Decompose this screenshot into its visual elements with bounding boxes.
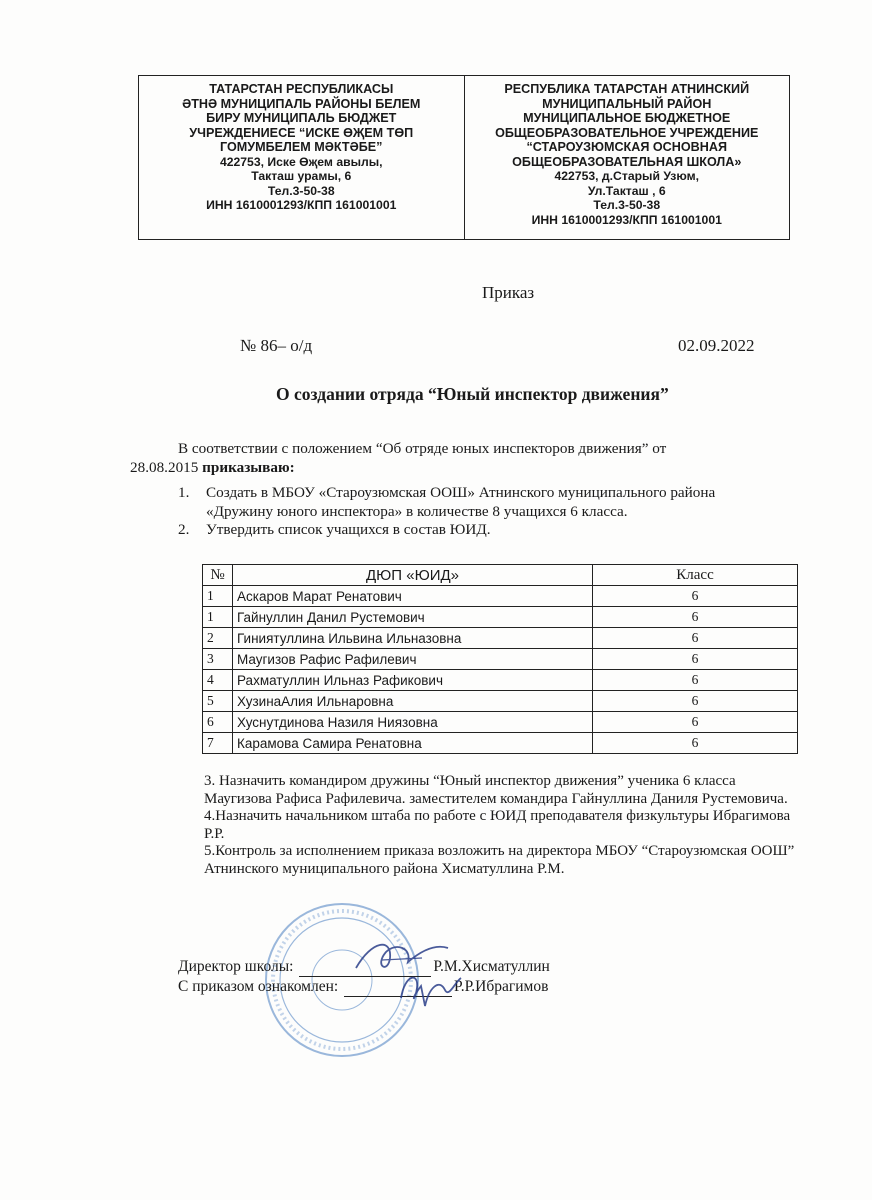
intro-command: приказываю: xyxy=(202,458,295,476)
row-number: 5 xyxy=(203,691,233,712)
document-title: Приказ xyxy=(482,283,535,302)
intro-line xyxy=(130,459,780,478)
letterhead-line: ОБЩЕОБРАЗОВАТЕЛЬНОЕ УЧРЕЖДЕНИЕ xyxy=(495,125,759,140)
letterhead-line: ТАТАРСТАН РЕСПУБЛИКАСЫ xyxy=(209,82,394,96)
table-row xyxy=(203,586,798,607)
row-number: 4 xyxy=(203,670,233,691)
clause-3: 3. Назначить командиром дружины “Юный инспектор движения” ученика 6 класса Маугизова Рафиса Рафилевича. заместителем командира Гайнуллина Даниля Рустемовича. xyxy=(204,773,788,807)
order-clauses xyxy=(204,773,804,878)
student-name: Хуснутдинова Назиля Ниязовна xyxy=(233,712,593,733)
row-number: 1 xyxy=(203,586,233,607)
row-number: 3 xyxy=(203,649,233,670)
intro-line: В соответствии с положением “Об отряде юных инспекторов движения” от xyxy=(178,440,667,457)
letterhead xyxy=(138,75,790,240)
column-header-class: Класс xyxy=(593,565,798,586)
table-row xyxy=(203,607,798,628)
director-name: Р.М.Хисматуллин xyxy=(433,958,550,975)
letterhead-line: “СТАРОУЗЮМСКАЯ ОСНОВНАЯ xyxy=(526,140,728,154)
letterhead-line: ОБЩЕОБРАЗОВАТЕЛЬНАЯ ШКОЛА» xyxy=(512,154,742,169)
student-name: Карамова Самира Ренатовна xyxy=(233,733,593,754)
list-item xyxy=(178,484,718,521)
letterhead-line: Такташ урамы, 6 xyxy=(251,169,352,183)
letterhead-line: Ул.Такташ , 6 xyxy=(587,183,666,198)
students-table xyxy=(202,564,798,754)
student-name: Аскаров Марат Ренатович xyxy=(233,586,593,607)
ack-name: Р.Р.Ибрагимов xyxy=(454,978,549,995)
intro-date: 28.08.2015 xyxy=(130,458,203,476)
table-row xyxy=(203,670,798,691)
table-header-row xyxy=(203,565,798,586)
order-number: № 86– о/д xyxy=(240,336,313,355)
director-label: Директор школы: xyxy=(178,958,294,975)
letterhead-line: 422753, д.Старый Узюм, xyxy=(554,169,700,183)
table-row xyxy=(203,649,798,670)
student-class: 6 xyxy=(593,586,798,607)
student-name: Маугизов Рафис Рафилевич xyxy=(233,649,593,670)
item-text: Создать в МБОУ «Староузюмская ООШ» Атнинского муниципального района «Дружину юного инспектора» в количестве 8 учащихся 6 класса. xyxy=(206,484,716,520)
item-number: 2. xyxy=(178,521,190,538)
table-row xyxy=(203,733,798,754)
clause-5: 5.Контроль за исполнением приказа возложить на директора МБОУ “Староузюмская ООШ” Атнинского муниципального района Хисматуллина Р.М. xyxy=(204,843,795,877)
student-class: 6 xyxy=(593,712,798,733)
student-class: 6 xyxy=(593,607,798,628)
letterhead-line: Тел.3-50-38 xyxy=(267,183,335,198)
clause-4: 4.Назначить начальником штаба по работе с ЮИД преподавателя физкультуры Ибрагимова Р.Р. xyxy=(204,808,791,842)
letterhead-line: Тел.3-50-38 xyxy=(593,198,661,212)
student-class: 6 xyxy=(593,691,798,712)
order-items xyxy=(178,484,718,540)
table-row xyxy=(203,691,798,712)
student-class: 6 xyxy=(593,733,798,754)
letterhead-line: 422753, Иске Өҗем авылы, xyxy=(219,154,383,169)
letterhead-line: РЕСПУБЛИКА ТАТАРСТАН АТНИНСКИЙ xyxy=(504,82,750,96)
student-class: 6 xyxy=(593,670,798,691)
item-number: 1. xyxy=(178,484,190,501)
student-name: Гайнуллин Данил Рустемович xyxy=(233,607,593,628)
letterhead-tatar xyxy=(139,76,464,239)
intro-paragraph xyxy=(130,440,780,477)
letterhead-russian xyxy=(464,76,790,239)
table-row xyxy=(203,712,798,733)
letterhead-line: ИНН 1610001293/КПП 161001001 xyxy=(531,212,722,227)
student-name: Рахматуллин Ильназ Рафикович xyxy=(233,670,593,691)
item-text: Утвердить список учащихся в состав ЮИД. xyxy=(206,521,491,538)
row-number: 7 xyxy=(203,733,233,754)
row-number: 1 xyxy=(203,607,233,628)
list-item xyxy=(178,521,718,540)
letterhead-line: БИРУ МУНИЦИПАЛЬ БЮДЖЕТ xyxy=(206,111,397,125)
letterhead-line: МУНИЦИПАЛЬНОЕ БЮДЖЕТНОЕ xyxy=(523,111,731,125)
student-name: ХузинаАлия Ильнаровна xyxy=(233,691,593,712)
row-number: 2 xyxy=(203,628,233,649)
column-header-number: № xyxy=(203,565,233,586)
student-class: 6 xyxy=(593,649,798,670)
ack-label: С приказом ознакомлен: xyxy=(178,978,339,995)
student-name: Гиниятуллина Ильвина Ильназовна xyxy=(233,628,593,649)
letterhead-line: ӘТНӘ МУНИЦИПАЛЬ РАЙОНЫ БЕЛЕМ xyxy=(182,96,421,111)
student-class: 6 xyxy=(593,628,798,649)
letterhead-line: МУНИЦИПАЛЬНЫЙ РАЙОН xyxy=(542,96,712,111)
order-date: 02.09.2022 xyxy=(678,336,755,355)
table-row xyxy=(203,628,798,649)
column-header-name: ДЮП «ЮИД» xyxy=(233,565,593,586)
letterhead-line: ИНН 1610001293/КПП 161001001 xyxy=(206,198,397,212)
row-number: 6 xyxy=(203,712,233,733)
letterhead-line: ГОМУМБЕЛЕМ МӘКТӘБЕ” xyxy=(220,140,383,154)
ack-signature xyxy=(395,968,465,1010)
order-subject: О создании отряда “Юный инспектор движения” xyxy=(276,384,669,404)
letterhead-line: УЧРЕЖДЕНИЕСЕ “ИСКЕ ӨҖЕМ ТӨП xyxy=(189,125,414,140)
